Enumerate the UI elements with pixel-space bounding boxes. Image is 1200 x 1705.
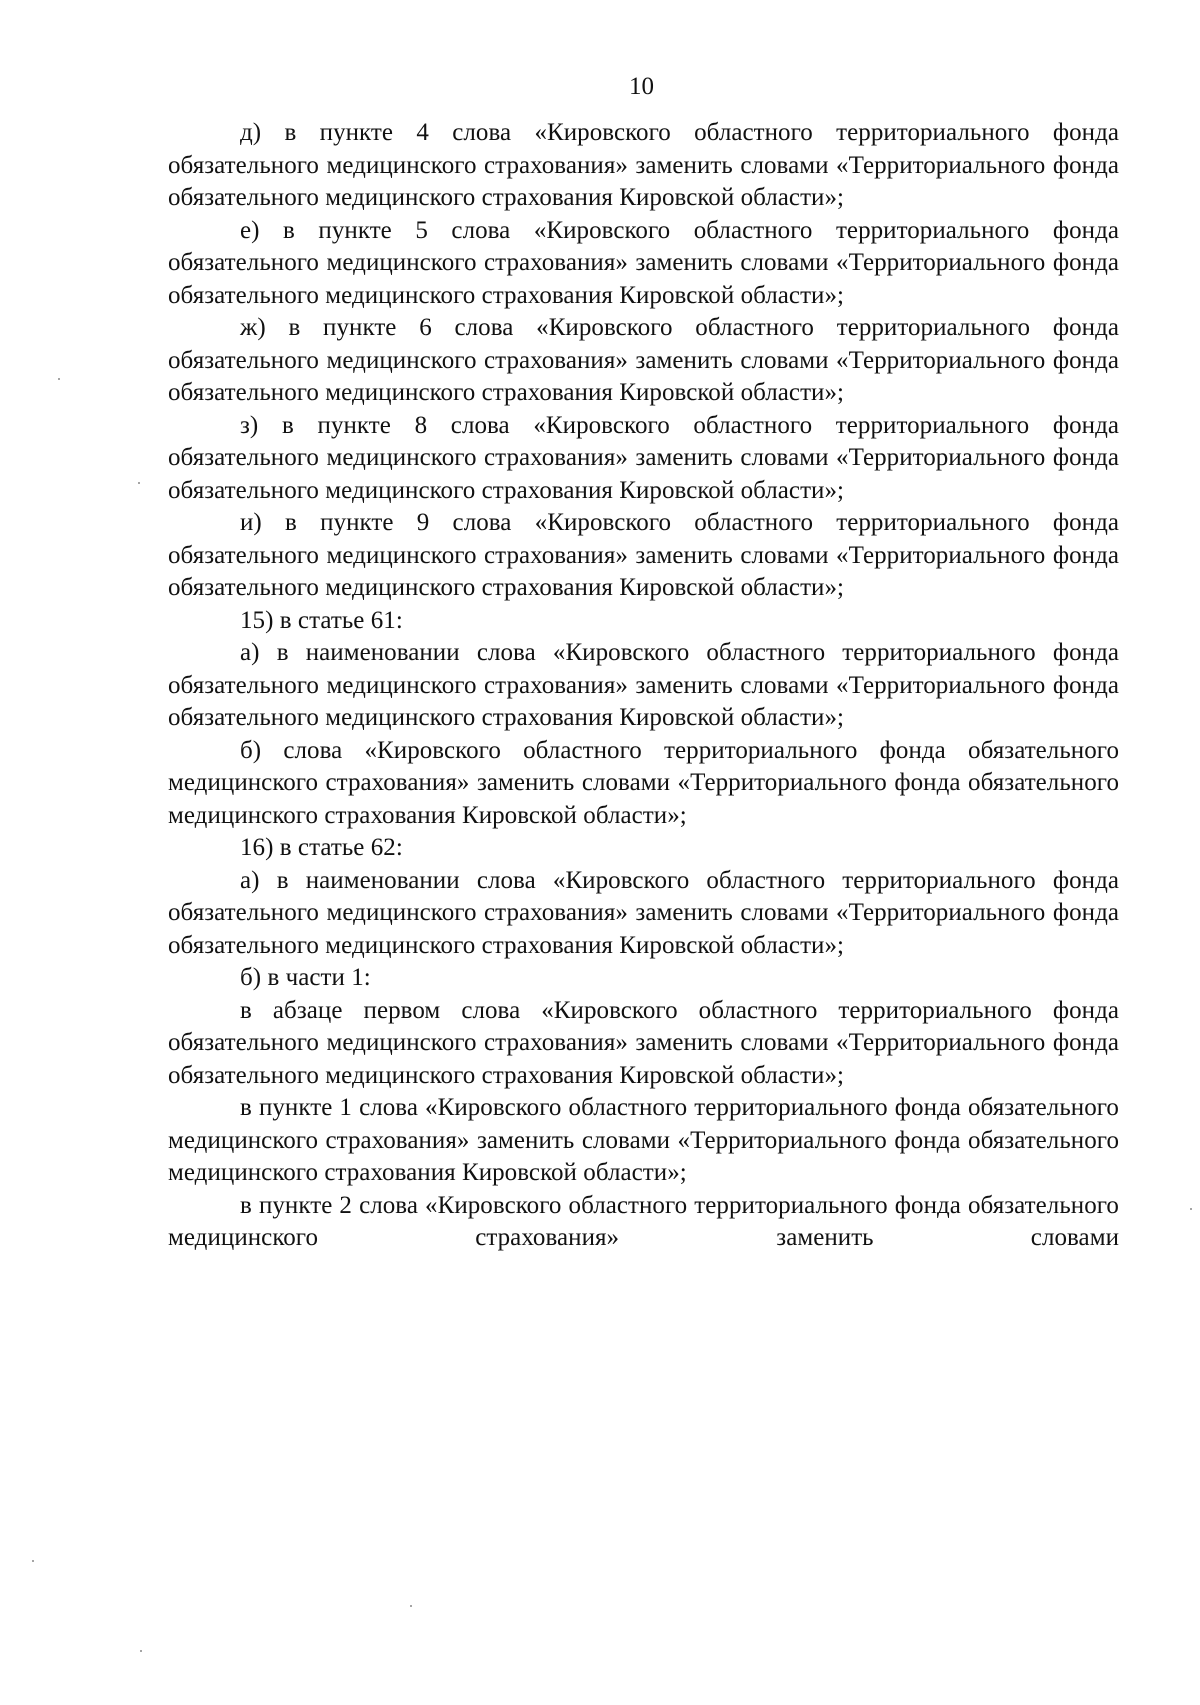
scan-speck [32, 1560, 34, 1562]
scan-speck [58, 378, 60, 380]
paragraph: б) в части 1: [240, 964, 371, 991]
paragraph: в пункте 2 слова «Кировского областного территориального фонда обязательного медицинского страхования» заменить словами [168, 1191, 1119, 1251]
paragraph: 15) в статье 61: [240, 606, 403, 634]
scan-speck [410, 1605, 412, 1607]
scan-speck [138, 482, 140, 484]
paragraph: б) слова «Кировского областного территориального фонда обязательного медицинского страхования» заменить словами «Территориального фонда обязательного медицинского страхования Кировской области»; [168, 736, 1119, 829]
scan-speck [1190, 1208, 1192, 1210]
document-body [168, 117, 1119, 1255]
paragraph: д) в пункте 4 слова «Кировского областного территориального фонда обязательного медицинского страхования» заменить словами «Территориального фонда обязательного медицинского страхования Кировской области»; [168, 119, 1119, 211]
scan-speck [140, 1650, 142, 1652]
paragraph: е) в пункте 5 слова «Кировского областного территориального фонда обязательного медицинского страхования» заменить словами «Территориального фонда обязательного медицинского страхования Кировской области»; [168, 216, 1119, 309]
paragraph: и) в пункте 9 слова «Кировского областного территориального фонда обязательного медицинского страхования» заменить словами «Территориального фонда обязательного медицинского страхования Кировской области»; [168, 509, 1119, 601]
paragraph: в пункте 1 слова «Кировского областного территориального фонда обязательного медицинского страхования» заменить словами «Территориального фонда обязательного медицинского страхования Кировской области»; [168, 1094, 1119, 1186]
paragraph: 16) в статье 62: [240, 834, 403, 861]
page-number: 10 [629, 73, 654, 100]
paragraph: ж) в пункте 6 слова «Кировского областного территориального фонда обязательного медицинского страхования» заменить словами «Территориального фонда обязательного медицинского страхования Кировской области»; [168, 314, 1119, 406]
paragraph: а) в наименовании слова «Кировского областного территориального фонда обязательного медицинского страхования» заменить словами «Территориального фонда обязательного медицинского страхования Кировской области»; [168, 866, 1119, 959]
paragraph: а) в наименовании слова «Кировского областного территориального фонда обязательного медицинского страхования» заменить словами «Территориального фонда обязательного медицинского страхования Кировской области»; [168, 639, 1119, 731]
paragraph: з) в пункте 8 слова «Кировского областного территориального фонда обязательного медицинского страхования» заменить словами «Территориального фонда обязательного медицинского страхования Кировской области»; [168, 411, 1119, 504]
paragraph: в абзаце первом слова «Кировского областного территориального фонда обязательного медицинского страхования» заменить словами «Территориального фонда обязательного медицинского страхования Кировской области»; [168, 996, 1119, 1089]
